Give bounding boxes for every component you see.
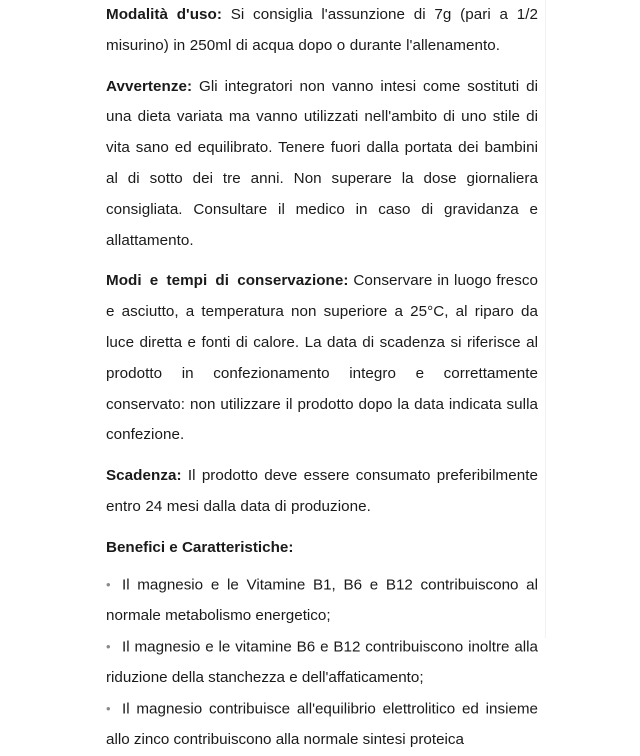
section-conservazione bbox=[106, 266, 538, 451]
section-modalita-uso bbox=[106, 0, 538, 62]
list-item bbox=[106, 694, 538, 756]
vertical-rule-divider bbox=[545, 0, 546, 638]
list-item-label: Il magnesio e le Vitamine B1, B6 e B12 contribuiscono al normale metabolismo energetico; bbox=[106, 575, 538, 624]
section-modalita-uso-heading: Modalità d'uso: bbox=[106, 6, 222, 23]
section-avvertenze-body: Gli integratori non vanno intesi come sostituti di una dieta variata ma vanno utilizzati nell'ambito di uno stile di vita sano ed equilibrato. Tenere fuori dalla portata dei bambini al di sotto dei tre anni. Non superare la dose giornaliera consigliata. Consultare il medico in caso di gravidanza e allattamento. bbox=[106, 77, 538, 249]
section-avvertenze-heading: Avvertenze: bbox=[106, 77, 193, 95]
section-scadenza bbox=[106, 461, 538, 523]
section-avvertenze bbox=[106, 72, 538, 257]
section-conservazione-body: Conservare in luogo fresco e asciutto, a temperatura non superiore a 25°C, al riparo da luce diretta e fonti di calore. La data di scadenza si riferisce al prodotto in confezionamento integro e correttamente conservato: non utilizzare il prodotto dopo la data indicata sulla confezione. bbox=[106, 272, 539, 444]
benefits-heading: Benefici e Caratteristiche: bbox=[106, 538, 294, 556]
bullet-icon: • bbox=[106, 638, 111, 654]
list-item bbox=[106, 632, 538, 694]
bullet-icon: • bbox=[106, 576, 111, 592]
list-item-label: Il magnesio e le vitamine B6 e B12 contribuiscono inoltre alla riduzione della stanchezza e dell'affaticamento; bbox=[106, 637, 538, 686]
benefits-list bbox=[106, 570, 538, 756]
section-modalita-uso-body: Si consiglia l'assunzione di 7g (pari a 1/2 misurino) in 250ml di acqua dopo o durante l'allenamento. bbox=[106, 6, 539, 54]
document-content bbox=[106, 0, 538, 756]
list-item-label: Il magnesio contribuisce all'equilibrio elettrolitico ed insieme allo zinco contribuiscono alla normale sintesi proteica bbox=[106, 700, 538, 748]
section-scadenza-heading: Scadenza: bbox=[106, 467, 182, 485]
section-scadenza-body: Il prodotto deve essere consumato preferibilmente entro 24 mesi dalla data di produzione. bbox=[106, 467, 538, 515]
section-conservazione-heading: Modi e tempi di conservazione: bbox=[106, 272, 349, 290]
list-item bbox=[106, 570, 538, 632]
bullet-icon: • bbox=[106, 700, 111, 716]
